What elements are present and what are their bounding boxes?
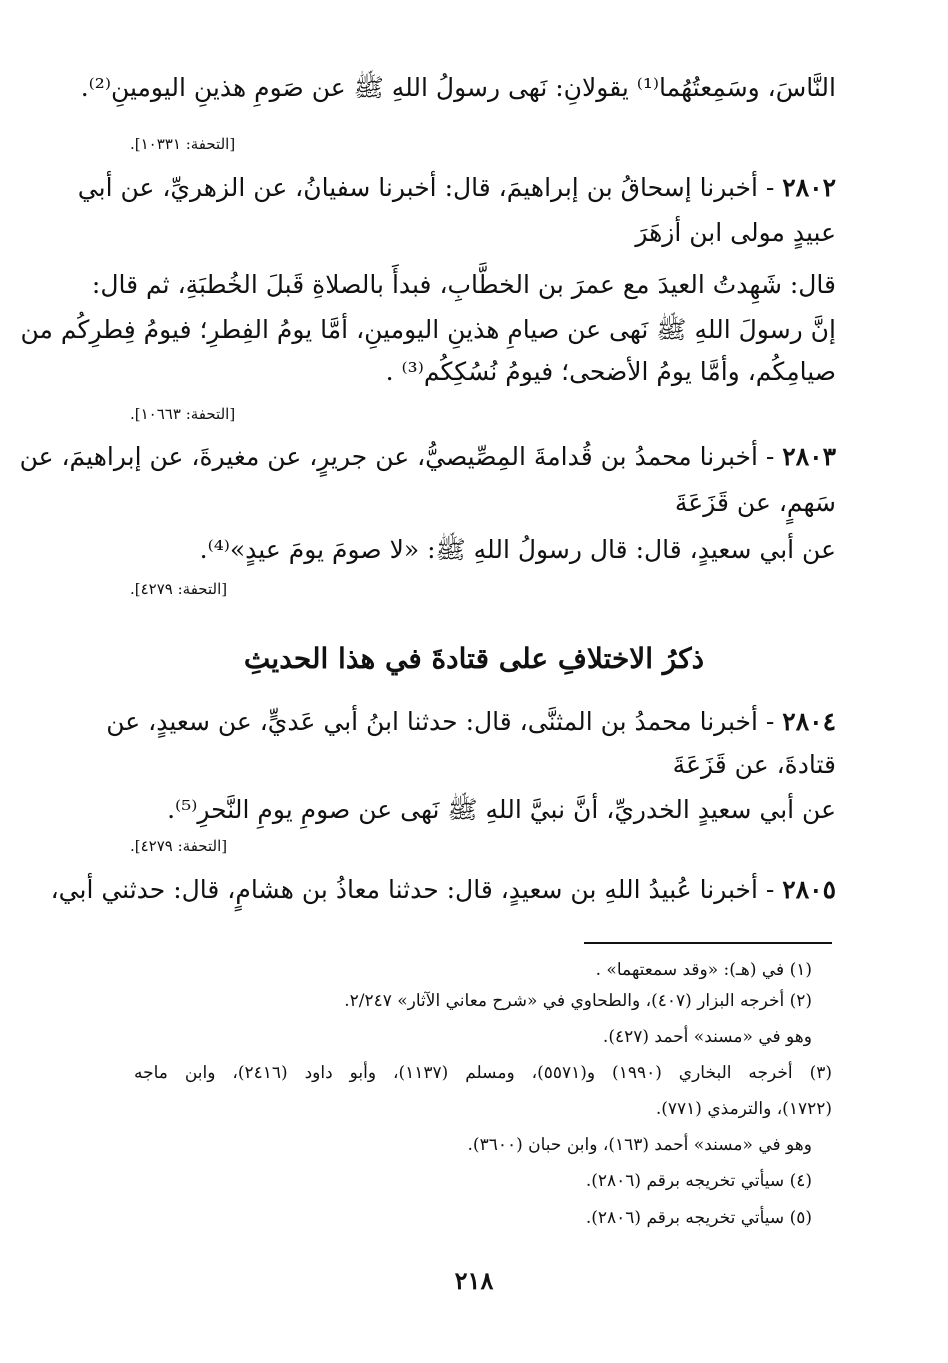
hadith-text: - أخبرنا إسحاقُ بن إبراهيمَ، قال: أخبرنا سفيانُ، عن الزهريِّ، عن أبي bbox=[77, 173, 775, 202]
hadith-text: - أخبرنا محمدُ بن المثنَّى، قال: حدثنا ابنُ أبي عَديٍّ، عن سعيدٍ، عن bbox=[106, 707, 775, 736]
hadith-2804-line-1 bbox=[106, 702, 836, 742]
hadith-text: - أخبرنا عُبيدُ اللهِ بن سعيدٍ، قال: حدثنا معاذُ بن هشامٍ، قال: حدثني أبي، bbox=[50, 875, 775, 904]
hadith-text: - أخبرنا محمدُ بن قُدامةَ المِصِّيصيُّ، عن جريرٍ، عن مغيرةَ، عن إبراهيمَ، عن bbox=[19, 442, 775, 471]
hadith-2802-line-3: قال: شَهِدتُ العيدَ مع عمرَ بن الخطَّابِ، فبدأَ بالصلاةِ قَبلَ الخُطبَةِ، ثم قال: bbox=[91, 270, 836, 299]
hadith-2803-line-3: عن أبي سعيدٍ، قال: قال رسولُ اللهِ ﷺ: «لا صومَ يومَ عيدٍ»⁽⁴⁾. bbox=[199, 535, 836, 564]
tuhfa-reference: [التحفة: ٤٢٧٩]. bbox=[130, 580, 228, 598]
hadith-number: ٢٨٠٥ bbox=[782, 875, 836, 904]
hadith-2802-line-2: عبيدٍ مولى ابن أزهَرَ bbox=[635, 218, 836, 247]
hadith-2804-line-3: عن أبي سعيدٍ الخدريِّ، أنَّ نبيَّ اللهِ ﷺ نَهى عن صومِ يومِ النَّحرِ⁽⁵⁾. bbox=[167, 795, 836, 824]
footnote-2: (٢) أخرجه البزار (٤٠٧)، والطحاوي في «شرح معاني الآثار» ٢/٢٤٧. bbox=[344, 991, 812, 1011]
hadith-2805-line-1 bbox=[50, 870, 836, 910]
tuhfa-reference: [التحفة: ٤٢٧٩]. bbox=[130, 837, 228, 855]
footnote-4: (٤) سيأتي تخريجه برقم (٢٨٠٦). bbox=[585, 1171, 812, 1191]
hadith-2803-line-1 bbox=[19, 437, 836, 477]
footnote-3-continued: (١٧٢٢)، والترمذي (٧٧١). bbox=[655, 1099, 832, 1119]
footnote-5: (٥) سيأتي تخريجه برقم (٢٨٠٦). bbox=[585, 1208, 812, 1228]
page-number: ٢١٨ bbox=[454, 1266, 494, 1295]
hadith-number: ٢٨٠٣ bbox=[782, 442, 836, 471]
text-line: النَّاسَ، وسَمِعتُهُما⁽¹⁾ يقولانِ: نَهى رسولُ اللهِ ﷺ عن صَومِ هذينِ اليومينِ⁽²⁾. bbox=[80, 73, 836, 102]
footnote-2-continued: وهو في «مسند» أحمد (٤٢٧). bbox=[602, 1027, 812, 1047]
tuhfa-reference: [التحفة: ١٠٣٣١]. bbox=[130, 135, 236, 153]
hadith-number: ٢٨٠٢ bbox=[782, 173, 836, 202]
hadith-2804-line-2: قتادةَ، عن قَزَعَةَ bbox=[672, 750, 836, 779]
hadith-2802-line-4: إنَّ رسولَ اللهِ ﷺ نَهى عن صيامِ هذينِ اليومينِ، أمَّا يومُ الفِطرِ؛ فيومُ فِطرِكُم من bbox=[20, 315, 836, 344]
hadith-number: ٢٨٠٤ bbox=[782, 707, 836, 736]
hadith-2803-line-2: سَهمٍ، عن قَزَعَةَ bbox=[674, 488, 836, 517]
hadith-2802-line-5: صيامِكُم، وأمَّا يومُ الأضحى؛ فيومُ نُسُكِكُم⁽³⁾ . bbox=[385, 357, 836, 386]
footnote-1: (١) في (هـ): «وقد سمعتهما» . bbox=[595, 960, 812, 980]
tuhfa-reference: [التحفة: ١٠٦٦٣]. bbox=[130, 405, 236, 423]
footnote-3-extra: وهو في «مسند» أحمد (١٦٣)، وابن حبان (٣٦٠٠). bbox=[467, 1135, 812, 1155]
section-heading: ذكرُ الاختلافِ على قتادةَ في هذا الحديثِ bbox=[243, 642, 705, 675]
footnote-3: (٣) أخرجه البخاري (١٩٩٠) و(٥٥٧١)، ومسلم (١١٣٧)، وأبو داود (٢٤١٦)، وابن ماجه bbox=[134, 1063, 833, 1083]
footnote-separator bbox=[584, 942, 832, 944]
hadith-2802-line-1 bbox=[77, 168, 836, 208]
